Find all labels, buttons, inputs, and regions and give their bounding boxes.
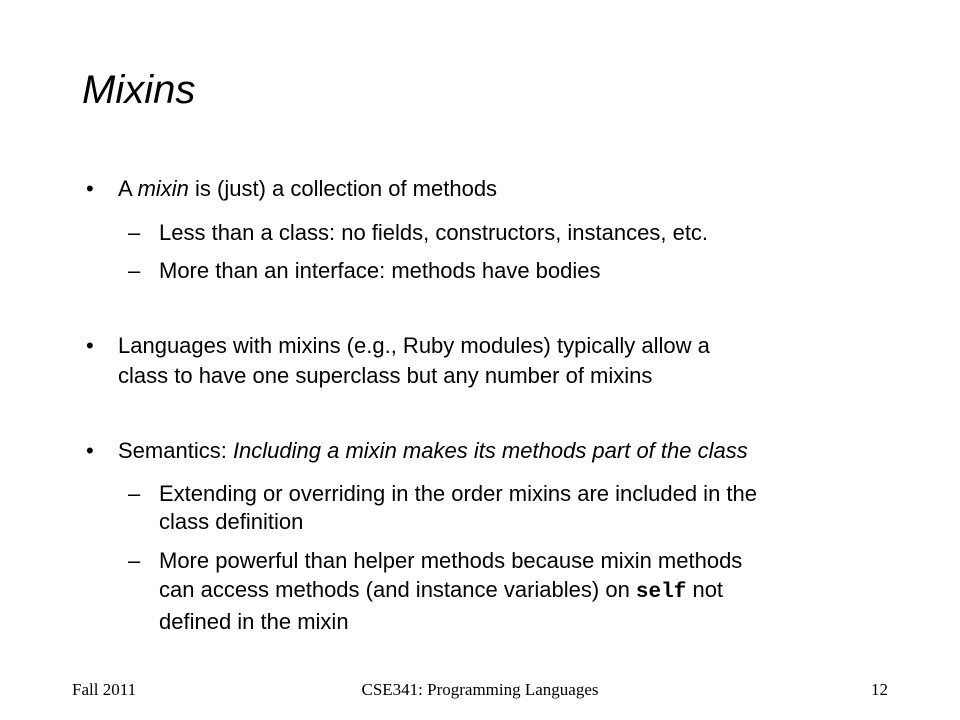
bullet-3-sub-2-line-2	[159, 576, 723, 607]
bullet-3-sub-2-line-3: defined in the mixin	[159, 609, 349, 634]
bullet-3-sub-1-line-1: Extending or overriding in the order mixins are included in the	[159, 481, 757, 506]
dash-icon: –	[128, 258, 141, 283]
dash-icon: –	[128, 481, 141, 506]
bullet-3-emphasis: Including a mixin makes its methods part of the class	[232, 438, 748, 463]
bullet-1-post: is (just) a collection of methods	[188, 176, 498, 201]
bullet-1-text	[118, 175, 497, 203]
bullet-1-emphasis: mixin	[137, 176, 189, 201]
bullet-icon: •	[86, 176, 94, 201]
slide-title: Mixins	[82, 68, 196, 112]
bullet-3-sub-2-line-1: More powerful than helper methods because mixin methods	[159, 548, 743, 573]
bullet-3-text	[118, 437, 748, 465]
bullet-3-sub-2-line-2-pre: can access methods (and instance variables) on	[159, 577, 636, 602]
bullet-1-pre: A	[118, 176, 138, 201]
page-number: 12	[871, 680, 888, 699]
bullet-3-sub-2-line-2-post: not	[686, 577, 724, 602]
code-self: self	[635, 581, 687, 604]
bullet-icon: •	[86, 438, 94, 463]
bullet-3-sub-1-line-2: class definition	[159, 509, 304, 534]
dash-icon: –	[128, 548, 141, 573]
footer-date: Fall 2011	[72, 680, 137, 699]
footer-course: CSE341: Programming Languages	[361, 680, 599, 699]
bullet-3-pre: Semantics:	[118, 438, 233, 463]
bullet-1-sub-2: More than an interface: methods have bodies	[159, 258, 601, 283]
dash-icon: –	[128, 220, 141, 245]
bullet-1-sub-1: Less than a class: no fields, constructors, instances, etc.	[159, 220, 709, 245]
bullet-icon: •	[86, 333, 94, 358]
bullet-2-line-2: class to have one superclass but any number of mixins	[118, 363, 653, 388]
bullet-2-line-1: Languages with mixins (e.g., Ruby modules) typically allow a	[118, 333, 710, 358]
